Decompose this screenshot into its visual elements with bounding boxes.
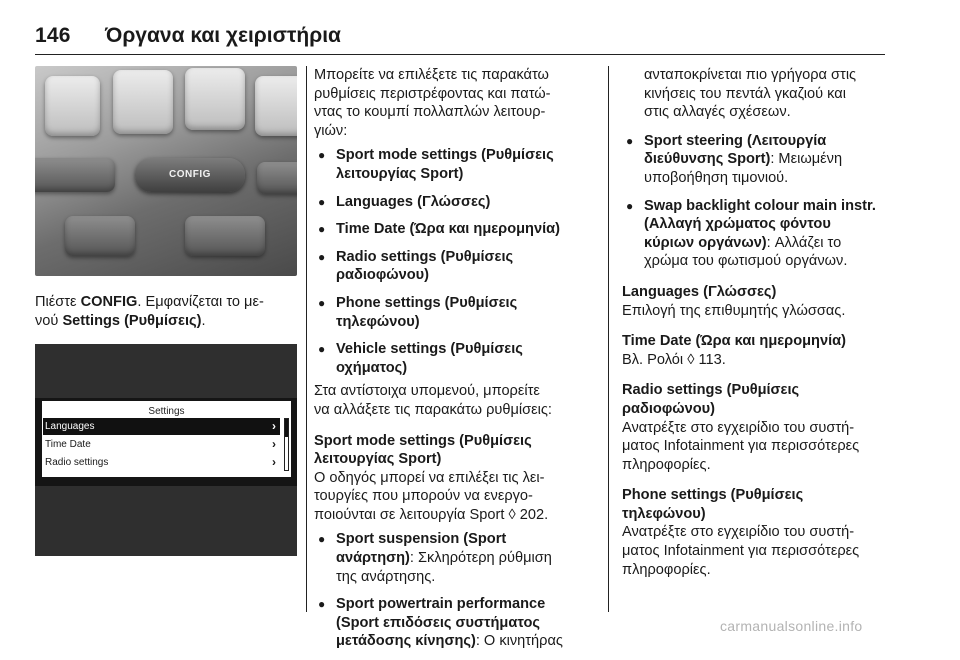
text-line: ανταποκρίνεται πιο γρήγορα στις [644, 67, 857, 83]
text-line: Vehicle settings (Ρυθμίσεις [336, 341, 523, 358]
text-line: Languages (Γλώσσες) [336, 193, 491, 210]
screen-title: Settings [148, 406, 185, 418]
text-line: Sport powertrain performance [336, 596, 546, 613]
text-line: ποιούνται σε λειτουργία Sport [314, 506, 509, 523]
text-line: Time Date (Ώρα και ημερομηνία) [336, 221, 560, 238]
watermark: carmanualsonline.info [720, 618, 863, 634]
text-line: διεύθυνσης Sport) [644, 151, 771, 168]
list-item [314, 248, 596, 285]
text-line: ραδιοφώνου) [336, 267, 429, 284]
section-heading [314, 432, 596, 469]
text-line: ματος Infotainment για περισσότερες [622, 438, 860, 455]
list-item [314, 530, 596, 586]
text-line: ματος Infotainment για περισσότερες [622, 543, 860, 560]
text-line: οχήματος) [336, 359, 408, 376]
list-item [314, 146, 596, 183]
menu-item-label: Languages [45, 421, 95, 433]
text-line: κινήσεις του πεντάλ γκαζιού και [644, 85, 846, 102]
text-line: ανάρτηση) [336, 550, 410, 567]
column-divider-2 [608, 66, 609, 612]
reference-arrow-icon: ◊ [687, 351, 695, 368]
console-button [255, 76, 297, 136]
intro-paragraph [314, 66, 596, 140]
text-line: ραδιοφώνου) [622, 400, 715, 417]
scrollbar-thumb[interactable] [285, 419, 288, 437]
console-button [45, 76, 100, 136]
list-item [314, 340, 596, 377]
continued-paragraph [622, 66, 888, 122]
intro-paragraph [35, 293, 297, 330]
chevron-right-icon: › [272, 437, 276, 452]
text-line: Sport mode settings (Ρυθμίσεις [336, 147, 554, 164]
text-line: της ανάρτησης. [336, 568, 436, 585]
text-line: Στα αντίστοιχα υπομενού, μπορείτε [314, 383, 540, 400]
list-item [314, 220, 596, 239]
sport-settings-list [622, 132, 888, 271]
settings-list [314, 146, 596, 377]
text-line: πληροφορίες. [622, 456, 711, 473]
text-line: λειτουργίας Sport) [336, 165, 464, 182]
text-line: Radio settings (Ρυθμίσεις [336, 248, 514, 265]
config-button [135, 158, 245, 192]
text-line: κύριων οργάνων) [644, 234, 767, 251]
list-item [622, 197, 888, 271]
text-line: ντας το κουμπί πολλαπλών λειτουρ- [314, 104, 546, 121]
intro-text: νού [35, 312, 63, 329]
console-button [65, 216, 135, 256]
section-heading [622, 283, 888, 302]
section-heading [622, 381, 888, 418]
list-item [314, 294, 596, 331]
paragraph [314, 382, 596, 419]
text-line: (Sport επιδόσεις συστήματος [336, 614, 540, 631]
settings-display-photo [35, 344, 297, 556]
text-line: Sport steering (Λειτουργία [644, 132, 827, 149]
text-line: υποβοήθηση τιμονιού. [644, 169, 789, 186]
menu-item-label: Radio settings [45, 457, 109, 469]
text-line: πληροφορίες. [622, 561, 711, 578]
text-line: Phone settings (Ρυθμίσεις [622, 487, 804, 504]
intro-menu: Settings (Ρυθμίσεις) [62, 312, 202, 329]
text-line: : Ο κινητήρας [475, 633, 563, 650]
screen-menu-item[interactable] [43, 418, 280, 435]
text-line: Phone settings (Ρυθμίσεις [336, 294, 518, 311]
list-item [622, 132, 888, 188]
settings-screen [42, 401, 291, 477]
screen-menu-item[interactable] [43, 454, 280, 471]
column-divider-1 [306, 66, 307, 612]
text-line: τηλεφώνου) [336, 313, 420, 330]
text-line: Radio settings (Ρυθμίσεις [622, 382, 800, 399]
intro-text: . Εμφανίζεται το με- [137, 294, 264, 310]
section-heading [622, 486, 888, 523]
list-item [314, 193, 596, 212]
text-line: Sport mode settings (Ρυθμίσεις [314, 432, 532, 449]
paragraph [622, 302, 888, 321]
text-line: Swap backlight colour main instr. [644, 197, 876, 214]
text-line: Sport suspension (Sport [336, 531, 507, 548]
page-header [35, 22, 885, 55]
paragraph [622, 351, 888, 370]
text-line: Ο οδηγός μπορεί να επιλέξει τις λει- [314, 469, 545, 486]
section-heading [622, 332, 888, 351]
text-line: Languages (Γλώσσες) [622, 283, 777, 300]
text-line: Μπορείτε να επιλέξετε τις παρακάτω [314, 67, 549, 83]
text-line: να αλλάξετε τις παρακάτω ρυθμίσεις: [314, 401, 552, 418]
text-line: τηλεφώνου) [622, 505, 706, 522]
text-line: Επιλογή της επιθυμητής γλώσσας. [622, 302, 846, 319]
text-line: : Σκληρότερη ρύθμιση [409, 550, 552, 567]
intro-config: CONFIG [80, 294, 138, 310]
list-item [314, 595, 596, 651]
console-photo [35, 66, 297, 276]
text-line: Ανατρέξτε στο εγχειρίδιο του συστή- [622, 524, 855, 541]
text-line: : Αλλάζει το [766, 234, 842, 251]
screen-menu-item[interactable] [43, 436, 280, 453]
text-line: τουργίες που μπορούν να ενεργο- [314, 488, 533, 505]
screen-scrollbar[interactable] [284, 418, 289, 471]
console-button [35, 158, 115, 192]
console-button [257, 162, 297, 194]
paragraph [314, 469, 596, 525]
page-reference-link[interactable]: 113. [698, 351, 726, 368]
page-number: 146 [35, 24, 71, 47]
column-1 [35, 66, 297, 556]
page-reference-link[interactable]: 202. [519, 506, 549, 523]
intro-text: Πιέστε [35, 294, 81, 310]
column-3 [622, 66, 888, 579]
text-line: γιών: [314, 122, 348, 139]
sport-settings-list [314, 530, 596, 651]
page-title: Όργανα και χειριστήρια [105, 24, 341, 47]
intro-text: . [201, 312, 206, 329]
chevron-right-icon: › [272, 455, 276, 470]
text-line: ρυθμίσεις περιστρέφοντας και πατώ- [314, 85, 551, 102]
text-line: Time Date (Ώρα και ημερομηνία) [622, 333, 846, 350]
reference-arrow-icon: ◊ [508, 506, 516, 523]
text-line: λειτουργίας Sport) [314, 451, 442, 468]
text-line: Ανατρέξτε στο εγχειρίδιο του συστή- [622, 419, 855, 436]
config-button-label: CONFIG [169, 168, 211, 180]
text-line: : Μειωμένη [770, 151, 843, 168]
paragraph [622, 523, 888, 579]
console-button [185, 68, 245, 130]
text-line: Βλ. Ρολόι [622, 351, 688, 368]
console-button [113, 70, 173, 134]
text-line: στις αλλαγές σχέσεων. [644, 104, 791, 121]
menu-item-label: Time Date [45, 439, 91, 451]
paragraph [622, 419, 888, 475]
text-line: (Αλλαγή χρώματος φόντου [644, 216, 831, 233]
console-button [185, 216, 265, 256]
text-line: χρώμα του φωτισμού οργάνων. [644, 253, 848, 270]
text-line: μετάδοσης κίνησης) [336, 633, 476, 650]
column-2 [314, 66, 596, 660]
chevron-right-icon: › [272, 419, 276, 434]
